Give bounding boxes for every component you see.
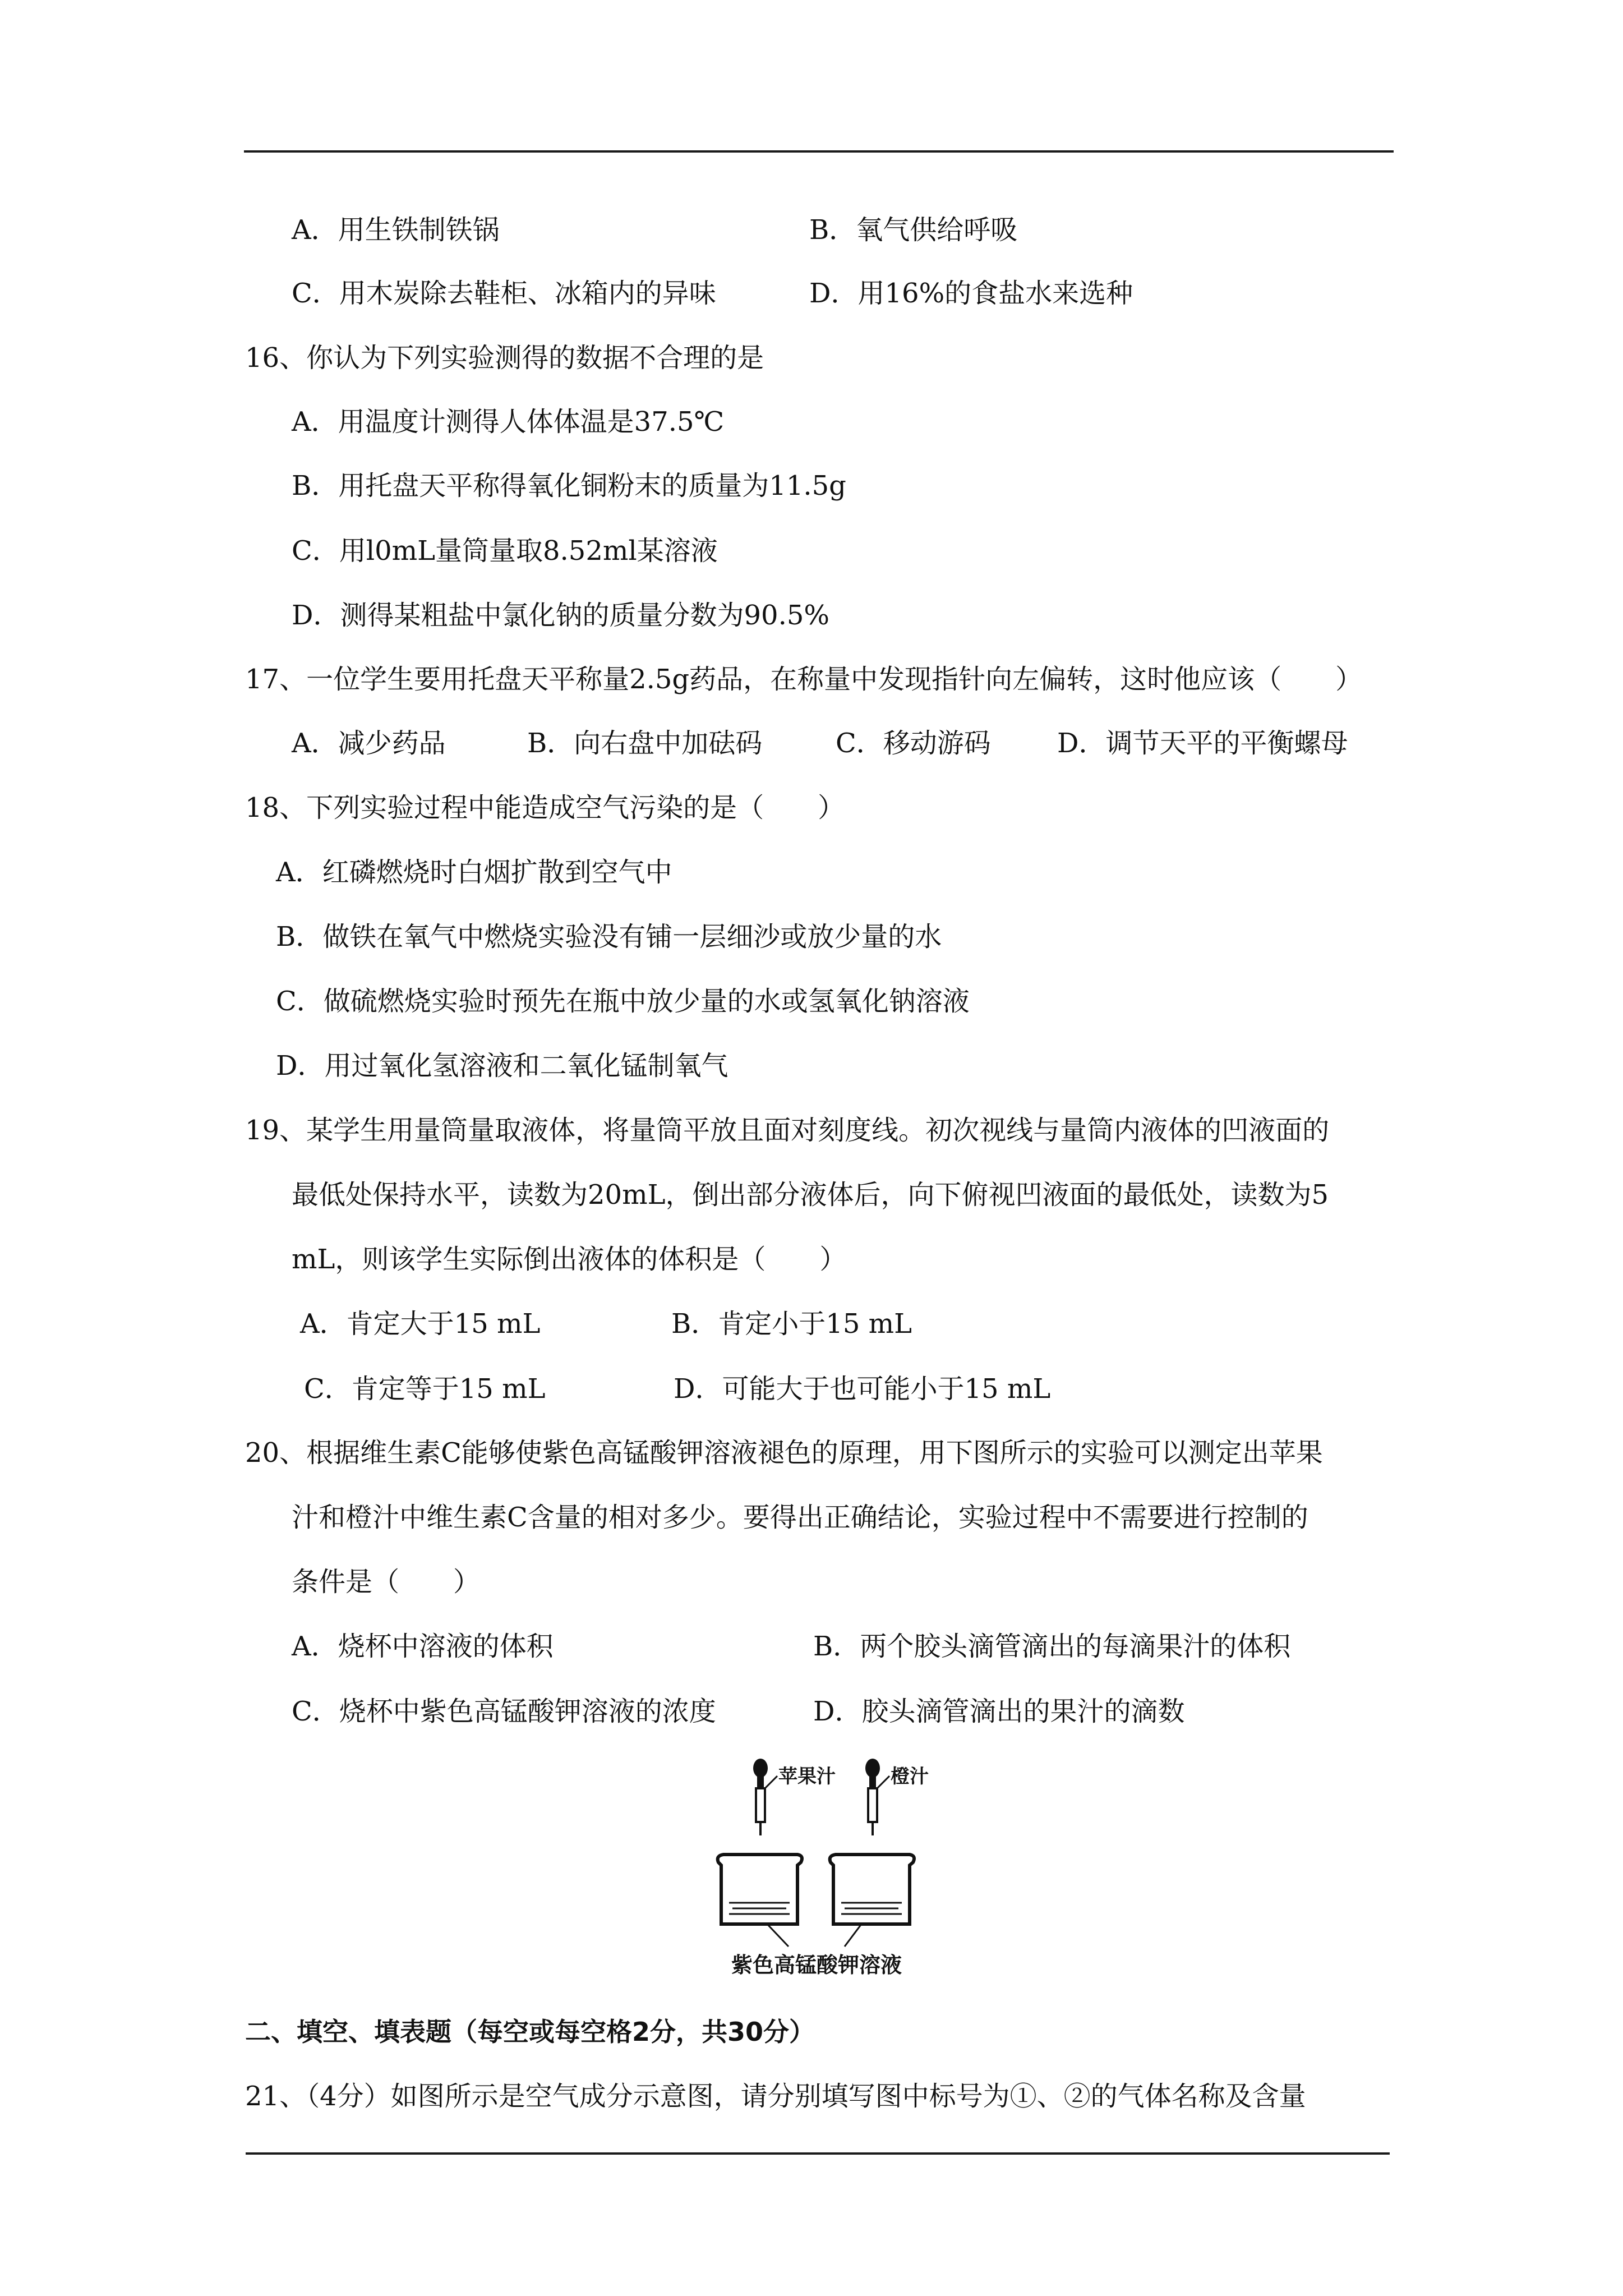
q16-option-b: B．用托盘天平称得氧化铜粉末的质量为11.5g (292, 470, 846, 501)
q20-stem-line2: 汁和橙汁中维生素C含量的相对多少。要得出正确结论，实验过程中不需要进行控制的 (292, 1502, 1308, 1533)
q17-option-b: B．向右盘中加砝码 (527, 728, 763, 759)
q15-option-c: C．用木炭除去鞋柜、冰箱内的异味 (292, 278, 716, 309)
q18-option-c: C．做硫燃烧实验时预先在瓶中放少量的水或氢氧化钠溶液 (276, 986, 970, 1017)
q20-option-c: C．烧杯中紫色高锰酸钾溶液的浓度 (292, 1696, 716, 1727)
left-beaker (718, 1855, 802, 1947)
q20-option-b: B．两个胶头滴管滴出的每滴果汁的体积 (813, 1631, 1291, 1662)
apple-juice-label: 苹果汁 (778, 1765, 836, 1788)
q19-option-b: B．肯定小于15 mL (671, 1308, 912, 1340)
q20-stem-line1: 20、根据维生素C能够使紫色高锰酸钾溶液褪色的原理，用下图所示的实验可以测定出苹果 (245, 1437, 1323, 1469)
q19-option-c: C．肯定等于15 mL (304, 1373, 546, 1405)
solution-label: 紫色高锰酸钾溶液 (731, 1953, 902, 1977)
q15-option-b: B．氧气供给呼吸 (809, 214, 1018, 246)
q16-stem: 16、你认为下列实验测得的数据不合理的是 (245, 342, 764, 374)
q19-stem-line1: 19、某学生用量筒量取液体，将量筒平放且面对刻度线。初次视线与量筒内液体的凹液面的 (245, 1115, 1330, 1146)
q20-option-d: D．胶头滴管滴出的果汁的滴数 (813, 1696, 1185, 1727)
q21-stem: 21、（4分）如图所示是空气成分示意图，请分别填写图中标号为①、②的气体名称及含量 (245, 2081, 1306, 2112)
q18-stem: 18、下列实验过程中能造成空气污染的是（ ） (245, 792, 845, 823)
q20-option-a: A．烧杯中溶液的体积 (292, 1631, 554, 1662)
q15-option-a: A．用生铁制铁锅 (292, 214, 500, 246)
footer-rule (246, 2152, 1390, 2155)
q19-option-a: A．肯定大于15 mL (300, 1308, 541, 1340)
right-beaker (830, 1855, 914, 1947)
experiment-figure (693, 1756, 940, 1980)
apple-juice-dropper (753, 1759, 777, 1835)
q16-option-d: D．测得某粗盐中氯化钠的质量分数为90.5% (292, 600, 829, 631)
q16-option-c: C．用l0mL量筒量取8.52ml某溶液 (292, 535, 718, 567)
section2-heading: 二、填空、填表题（每空或每空格2分，共30分） (245, 2017, 815, 2047)
orange-juice-dropper (865, 1759, 889, 1835)
q19-stem-line2: 最低处保持水平，读数为20mL，倒出部分液体后，向下俯视凹液面的最低处，读数为5 (292, 1179, 1329, 1211)
q17-option-c: C．移动游码 (836, 728, 991, 759)
q18-option-b: B．做铁在氧气中燃烧实验没有铺一层细沙或放少量的水 (276, 921, 942, 953)
q18-option-d: D．用过氧化氢溶液和二氧化锰制氧气 (276, 1050, 728, 1082)
q17-stem: 17、一位学生要用托盘天平称量2.5g药品，在称量中发现指针向左偏转，这时他应该（ ） (245, 664, 1363, 695)
q16-option-a: A．用温度计测得人体体温是37.5℃ (292, 406, 725, 438)
orange-juice-label: 橙汁 (891, 1765, 929, 1788)
q19-option-d: D．可能大于也可能小于15 mL (674, 1373, 1051, 1405)
q15-option-d: D．用16%的食盐水来选种 (809, 278, 1133, 309)
q17-option-d: D．调节天平的平衡螺母 (1057, 728, 1348, 759)
q18-option-a: A．红磷燃烧时白烟扩散到空气中 (276, 857, 672, 888)
header-rule (244, 150, 1394, 153)
q20-stem-line3: 条件是（ ） (292, 1566, 481, 1598)
q19-stem-line3: mL，则该学生实际倒出液体的体积是（ ） (292, 1244, 847, 1275)
q17-option-a: A．减少药品 (292, 728, 446, 759)
